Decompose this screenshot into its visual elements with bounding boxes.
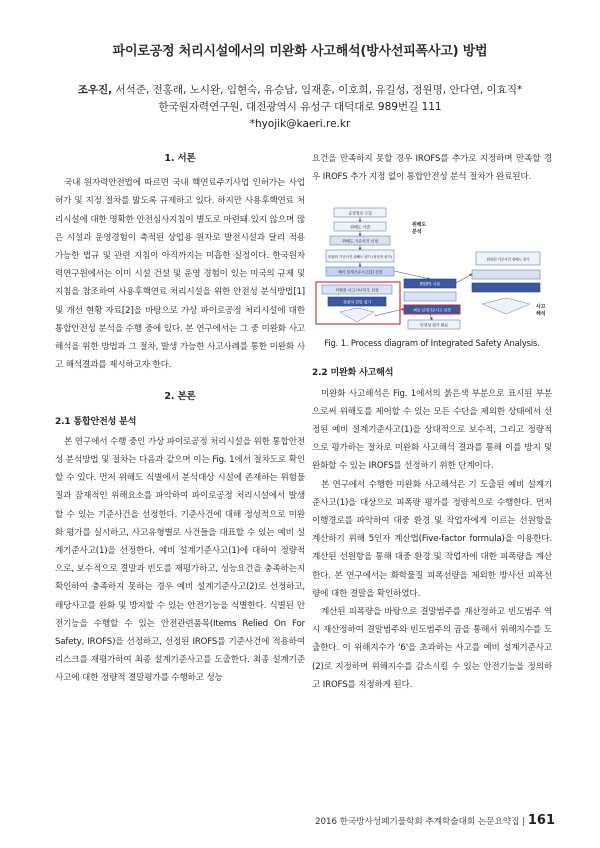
diagram-box-label: 예비 설계기준사고(1) 선정: [337, 269, 383, 275]
intro-paragraph: 국내 원자력안전법에 따르면 국내 핵연료주기사업 인허가는 사업허가 및 지정 절차를 밟도록 규제하고 있다. 하지만 사용후핵연료 처리시설에 대한 명확한 안전심사지침이 별도로 마련돼 있지 않으며 많은 시설과 운영경험이 축적된 상업용 원자로 발전시설과 달리 적용 가능한 법규 및 관련 지침이 아직까지는 미흡한 실정이다. 한국원자력연구원에서는 이미 시설 건설 및 운영 경험이 있는 미국의 규제 및 지침을 참조하여 사용후핵연료 처리시설을 위한 안전성 분석방법[1] 및 개선 현황 자료[2]을 바탕으로 가상 파이로공정 처리시설에 대한 통합안전성 분석을 수행 중에 있다. 본 연구에서는 그 중 미완화 사고해석을 위한 방법과 그 절차, 발생 가능한 사고사례를 통한 미완화 사고 해석결과를 제시하고자 한다.: [55, 178, 305, 371]
paper-title: 파이로공정 처리시설에서의 미완화 사고해석(방사선피폭사고) 방법: [112, 44, 488, 59]
diagram-box-label: 위해도 식별: [350, 224, 370, 230]
subsection-isa-title: 2.1 통합안전성 분석: [55, 416, 137, 427]
accident-analysis-label: 사고: [536, 304, 546, 311]
page-footer: [315, 813, 555, 828]
author-block: [0, 82, 600, 133]
section-body-title: 2. 본론: [164, 391, 196, 403]
diagram-box-label: IROFS 지정: [420, 281, 440, 287]
diagram-box-label: 공정정보 수집: [348, 210, 372, 216]
svg-text:분석: 분석: [412, 229, 422, 236]
author-list: [0, 82, 600, 99]
subsection-unmitigated-title: 2.2 미완화 사고해석: [312, 368, 394, 379]
diagram-box-label: 미완화 사고시나리오 선정: [335, 287, 379, 293]
svg-text:해석: 해석: [536, 311, 546, 318]
diagram-box: [472, 283, 540, 292]
diagram-box: [472, 270, 540, 279]
diagram-box-label: 정량적 결말 평가: [342, 299, 372, 305]
diagram-box: [404, 292, 456, 301]
diagram-box-label: 안전성 평가 완료: [419, 322, 449, 328]
unmitigated-paragraph-2: 본 연구에서 수행한 미완화 사고해석은 기 도출된 예비 설계기준사고(1)을 대상으로 피폭량 평가를 정량적으로 수행한다. 먼저 이행경로를 파악하여 대중 환경 및 작업자에게 이르는 선원항을 계산하기 위해 5인자 계산법(Five-factor formula)을 이용한다. 계산된 선원항을 통해 대중 환경 및 작업자에 대한 피폭량을 계산한다. 본 연구에서는 화학물질 피폭선량을 제외한 방사선 피폭선량에 대한 결말을 확인하였다.: [312, 479, 552, 599]
page-separator: |: [522, 817, 528, 827]
lead-author: 조우진,: [77, 84, 113, 96]
section-intro-title: 1. 서론: [164, 153, 196, 164]
diagram-box-label: 완화된 기준사건 위해도 평가: [486, 257, 530, 262]
coauthors: 서석준, 전홍래, 노시완, 임현숙, 유승남, 임재훈, 이호희, 유길성, 정원명, 안다연, 이효직*: [112, 84, 523, 96]
isa-paragraph: 본 연구에서 수행 중인 가상 파이로공정 처리시설을 위한 통합안전성 분석방법 및 절차는 다음과 같으며 이는 Fig. 1에서 절차도로 확인할 수 있다. 먼저 위해도 식별에서 분석대상 시설에 존재하는 위험물질과 잠재적인 위해요소를 파악하여 파이로공정 처리시설에서 발생할 수 있는 기준사건을 선정한다. 기준사건에 대해 정성적으로 미완화 평가를 실시하고, 사고유형별로 사건들을 대표할 수 있는 예비 설계기준사고(1)을 선정한다. 예비 설계기준사고(1)에 대하여 정량적으로, 보수적으로 결말과 빈도를 재평가하고, 성능요건을 충족하는지 확인하여 충족하지 못하는 경우 예비 설계기준사고(2)로 선정하고, 해당사고를 완화 및 방지할 수 있는 안전기능을 식별한다. 식별된 안전기능을 수행할 수 있는 안전관련품목(Items Relied On For Safety, IROFS)을 선정하고, 선정된 IROFS를 기준사건에 적용하여 리스크를 재평가하여 최종 설계기준사고를 도출한다. 최종 설계기준사고에 대한 정량적 결말평가를 수행하고 성능: [55, 436, 305, 684]
footer-text: 2016 한국방사성폐기물학회 추계학술대회 논문요약집: [315, 817, 523, 827]
page-number: 161: [527, 813, 555, 828]
unmitigated-paragraph-1: 미완화 사고해석은 Fig. 1에서의 붉은색 부분으로 표시된 부분으로써 위해도를 제어할 수 있는 모든 수단을 제외한 상태에서 선정된 예비 설계기준사고(1)을 상대적으로 보수적, 그리고 정량적으로 평가하는 절차로 미완화 사고해석 결과를 통해 이를 방지 및 완화할 수 있는 IROFS를 선정하기 위한 단계이다.: [312, 388, 552, 472]
continued-paragraph: 요건을 만족하지 못할 경우 IROFS를 추가로 지정하며 만족할 경우 IROFS 추가 지정 없이 통합안전성 분석 절차가 완료된다.: [312, 154, 552, 183]
email: *hyojik@kaeri.re.kr: [249, 118, 351, 130]
diagram-box-label: 최종 설계기준사고 선정: [413, 307, 451, 313]
diagram-box-label: 미완화 기준사건 위해도 평가 (정성적 평가): [328, 255, 392, 260]
right-column: [312, 150, 552, 694]
affiliation: 한국원자력연구원, 대전광역시 유성구 대덕대로 989번길 111: [158, 101, 442, 113]
left-column: [55, 150, 305, 688]
process-diagram: [312, 204, 552, 332]
diagram-box-label: 위해도 기준사건 선정: [342, 238, 378, 244]
unmitigated-paragraph-3: 계산된 피폭량을 바탕으로 결말범주를 재산정하고 빈도범주 역시 재산정하여 결말범주와 빈도범주의 곱을 통해서 위해지수를 도출한다. 이 위해지수가 '6'을 초과하는 사고를 예비 설계기준사고(2)로 지정하며 위해지수를 감소시킬 수 있는 안전기능을 정의하고 IROFS를 지정하게 된다.: [312, 607, 552, 690]
figure-caption: Fig. 1. Process diagram of Integrated Safety Analysis.: [324, 338, 540, 349]
hazard-analysis-label: 위해도: [412, 222, 427, 229]
process-diagram-svg: [312, 204, 552, 332]
